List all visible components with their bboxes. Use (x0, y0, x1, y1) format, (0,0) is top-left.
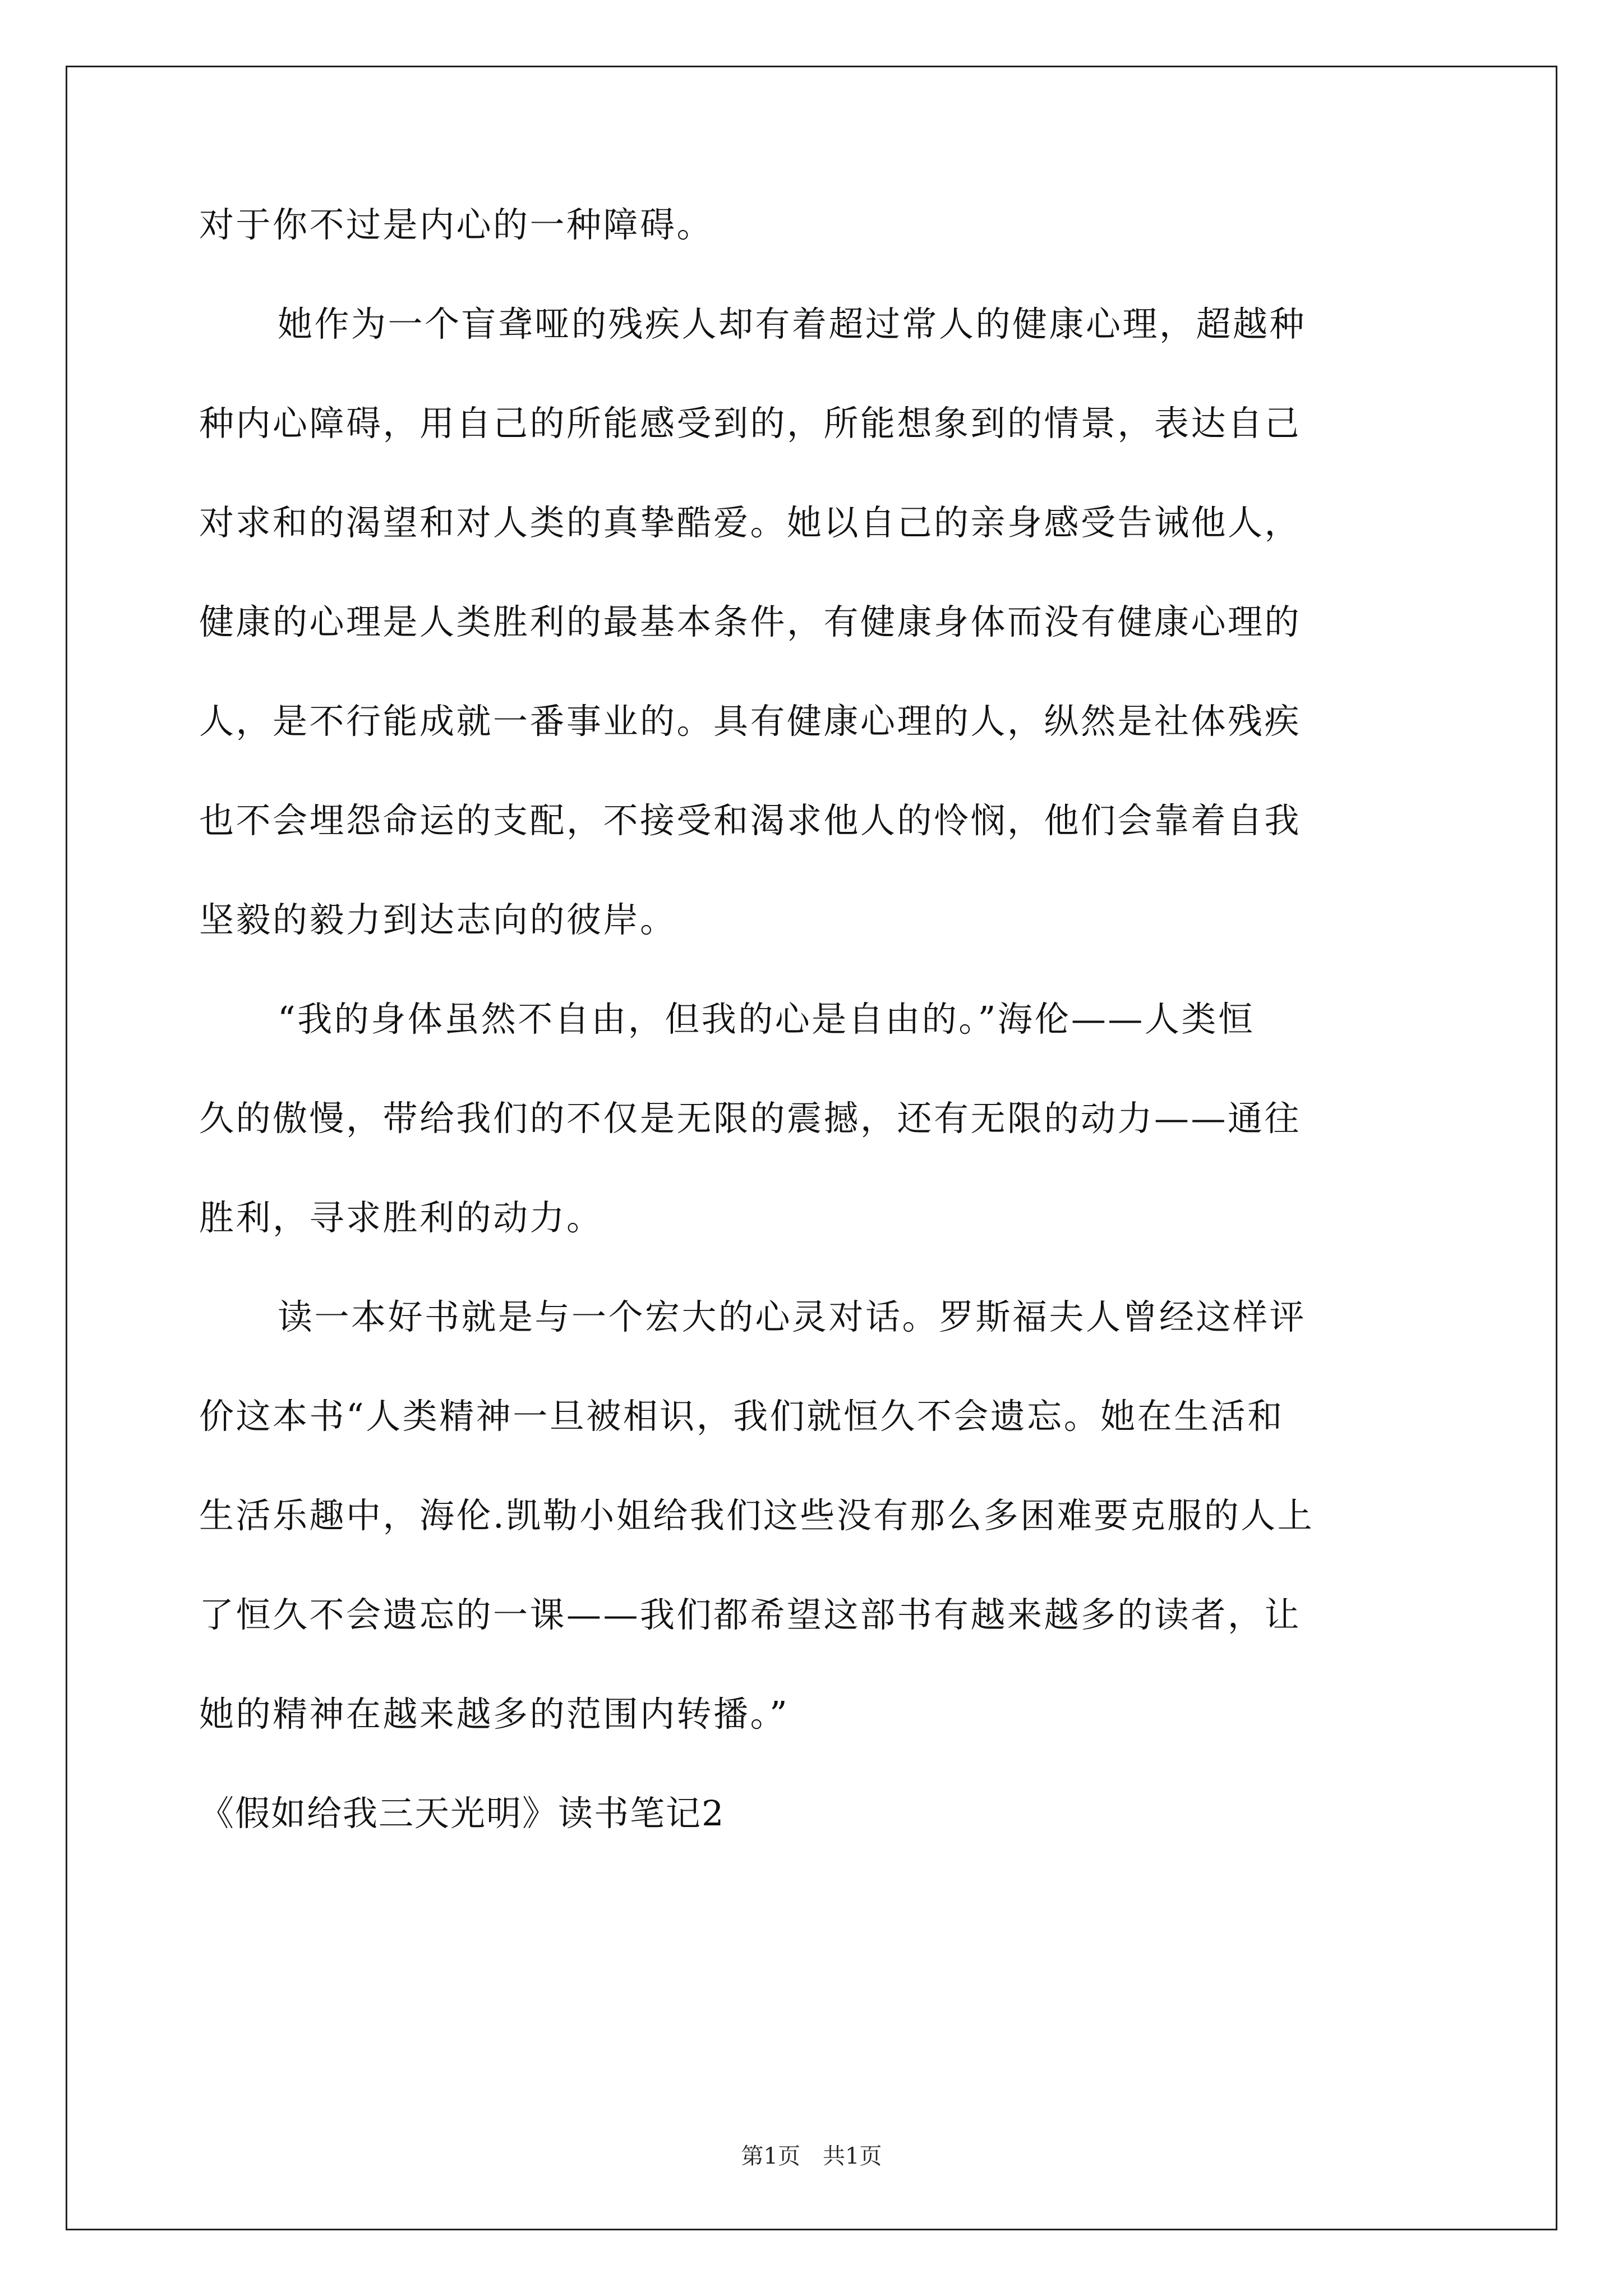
section-heading: 《假如给我三天光明》读书笔记2 (199, 1793, 725, 1834)
paragraph-line: “我的身体虽然不自由，但我的心是自由的。”海伦——人类恒 (278, 999, 1255, 1039)
paragraph-line: 也不会埋怨命运的支配，不接受和渴求他人的怜悯，他们会靠着自我 (199, 800, 1302, 841)
paragraph-line: 健康的心理是人类胜利的最基本条件，有健康身体而没有健康心理的 (199, 601, 1302, 642)
paragraph-line: 了恒久不会遗忘的一课——我们都希望这部书有越来越多的读者，让 (199, 1594, 1302, 1635)
paragraph-line: 价这本书“人类精神一旦被相识，我们就恒久不会遗忘。她在生活和 (199, 1396, 1284, 1437)
paragraph-line: 她的精神在越来越多的范围内转播。” (199, 1694, 790, 1734)
paragraph-line: 胜利，寻求胜利的动力。 (199, 1197, 603, 1238)
paragraph-line: 读一本好书就是与一个宏大的心灵对话。罗斯福夫人曾经这样评 (278, 1296, 1307, 1337)
paragraph-line: 坚毅的毅力到达志向的彼岸。 (199, 899, 677, 940)
paragraph-line: 人，是不行能成就一番事业的。具有健康心理的人，纵然是社体残疾 (199, 701, 1302, 742)
page-border (66, 66, 1557, 2230)
paragraph-line: 种内心障碍，用自己的所能感受到的，所能想象到的情景，表达自己 (199, 403, 1302, 444)
paragraph-line: 生活乐趣中，海伦.凯勒小姐给我们这些没有那么多困难要克服的人上 (199, 1495, 1315, 1536)
paragraph-line: 她作为一个盲聋哑的残疾人却有着超过常人的健康心理，超越种 (278, 303, 1307, 344)
paragraph-line: 久的傲慢，带给我们的不仅是无限的震撼，还有无限的动力——通往 (199, 1098, 1302, 1139)
page-number-footer: 第1页 共1页 (741, 2143, 882, 2169)
paragraph-line: 对于你不过是内心的一种障碍。 (199, 204, 714, 245)
paragraph-line: 对求和的渴望和对人类的真挚酷爱。她以自己的亲身感受告诫他人， (199, 502, 1302, 543)
